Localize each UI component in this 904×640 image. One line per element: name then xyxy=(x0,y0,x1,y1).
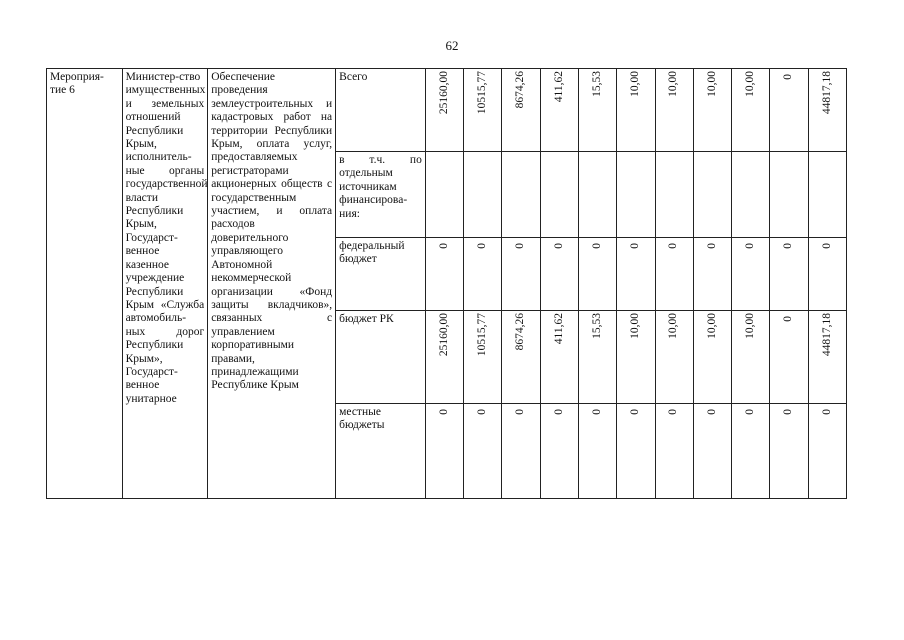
value-text: 0 xyxy=(476,243,489,249)
value-cell xyxy=(540,311,578,404)
value-cell xyxy=(808,238,846,311)
value-cell xyxy=(655,311,693,404)
value-cell xyxy=(655,238,693,311)
executor-cell: Министер-ство имущественных и земельных отношений Республики Крым, исполнитель-ные органы государственной власти Республики Крым, Государст-венное казенное учреждение Республики Крым «Служба автомобиль-ных дорог Республики Крым», Государст-венное унитарное xyxy=(122,69,208,499)
value-text: 0 xyxy=(629,409,642,415)
value-cell xyxy=(502,311,540,404)
value-text: 0 xyxy=(705,243,718,249)
value-text: 0 xyxy=(705,409,718,415)
source-cell: в т.ч. по отдельным источникам финансирова-ния: xyxy=(336,152,426,238)
value-cell xyxy=(502,404,540,499)
value-text: 0 xyxy=(820,409,833,415)
value-text: 10,00 xyxy=(667,313,680,339)
value-text: 10,00 xyxy=(705,313,718,339)
value-cell xyxy=(732,152,770,238)
value-cell xyxy=(808,69,846,152)
value-text: 411,62 xyxy=(552,313,565,345)
value-text: 10,00 xyxy=(629,71,642,97)
event-cell: Мероприя-тие 6 xyxy=(47,69,123,499)
value-cell xyxy=(617,404,655,499)
value-text: 0 xyxy=(782,409,795,415)
value-cell xyxy=(578,238,616,311)
value-text: 25160,00 xyxy=(437,313,450,357)
value-text: 0 xyxy=(514,243,527,249)
value-text: 10,00 xyxy=(744,71,757,97)
value-cell xyxy=(693,152,731,238)
value-cell xyxy=(464,69,502,152)
value-text: 0 xyxy=(782,74,795,80)
value-text: 15,53 xyxy=(590,71,603,97)
value-cell xyxy=(464,152,502,238)
value-cell xyxy=(808,152,846,238)
value-text: 0 xyxy=(590,243,603,249)
value-cell xyxy=(617,69,655,152)
value-text: 10515,77 xyxy=(476,71,489,115)
value-cell xyxy=(540,404,578,499)
value-text: 0 xyxy=(590,409,603,415)
table-row xyxy=(47,69,847,152)
value-text: 10,00 xyxy=(744,313,757,339)
value-text: 44817,18 xyxy=(820,71,833,115)
value-text: 0 xyxy=(820,243,833,249)
value-text: 411,62 xyxy=(552,71,565,103)
value-text: 44817,18 xyxy=(820,313,833,357)
value-cell xyxy=(502,238,540,311)
value-text: 0 xyxy=(667,409,680,415)
value-text: 0 xyxy=(744,243,757,249)
value-cell xyxy=(540,69,578,152)
value-cell xyxy=(655,69,693,152)
value-cell xyxy=(578,404,616,499)
value-cell xyxy=(770,311,808,404)
value-text: 0 xyxy=(667,243,680,249)
value-text: 8674,26 xyxy=(514,71,527,109)
value-text: 15,53 xyxy=(590,313,603,339)
value-cell xyxy=(425,311,463,404)
value-cell xyxy=(808,404,846,499)
value-cell xyxy=(655,152,693,238)
funding-table xyxy=(46,68,847,499)
value-cell xyxy=(732,69,770,152)
description-cell: Обеспечение проведения землеустроительных и кадастровых работ на территории Республики Крым, оплата услуг, предоставляемых регистраторами акционерных обществ с государственным участием, и оплата расходов доверительного управляющего Автономной некоммерческой организации «Фонд защиты вкладчиков», связанных с управлением корпоративными правами, принадлежащими Республике Крым xyxy=(208,69,336,499)
value-cell xyxy=(540,238,578,311)
value-cell xyxy=(770,69,808,152)
value-cell xyxy=(770,404,808,499)
value-cell xyxy=(425,238,463,311)
value-cell xyxy=(502,69,540,152)
value-cell xyxy=(617,311,655,404)
source-cell: местные бюджеты xyxy=(336,404,426,499)
value-text: 0 xyxy=(629,243,642,249)
value-cell xyxy=(578,152,616,238)
source-cell: федеральный бюджет xyxy=(336,238,426,311)
value-text: 0 xyxy=(782,243,795,249)
value-cell xyxy=(693,311,731,404)
value-cell xyxy=(578,311,616,404)
value-text: 10515,77 xyxy=(476,313,489,357)
value-text: 0 xyxy=(437,243,450,249)
value-text: 8674,26 xyxy=(514,313,527,351)
value-text: 0 xyxy=(782,316,795,322)
value-cell xyxy=(464,311,502,404)
value-cell xyxy=(425,404,463,499)
page-number: 62 xyxy=(445,38,459,53)
value-text: 0 xyxy=(552,243,565,249)
value-text: 0 xyxy=(437,409,450,415)
value-text: 10,00 xyxy=(629,313,642,339)
value-cell xyxy=(732,404,770,499)
value-cell xyxy=(425,152,463,238)
value-cell xyxy=(732,311,770,404)
value-cell xyxy=(464,238,502,311)
value-cell xyxy=(425,69,463,152)
value-cell xyxy=(693,238,731,311)
value-cell xyxy=(617,238,655,311)
value-text: 10,00 xyxy=(667,71,680,97)
value-cell xyxy=(502,152,540,238)
value-cell xyxy=(693,404,731,499)
value-cell xyxy=(732,238,770,311)
value-cell xyxy=(578,69,616,152)
value-cell xyxy=(770,152,808,238)
value-cell xyxy=(808,311,846,404)
value-text: 10,00 xyxy=(705,71,718,97)
value-cell xyxy=(540,152,578,238)
value-cell xyxy=(464,404,502,499)
value-text: 0 xyxy=(552,409,565,415)
value-cell xyxy=(617,152,655,238)
value-cell xyxy=(693,69,731,152)
value-text: 0 xyxy=(476,409,489,415)
value-text: 0 xyxy=(744,409,757,415)
source-cell: бюджет РК xyxy=(336,311,426,404)
value-text: 0 xyxy=(514,409,527,415)
value-text: 25160,00 xyxy=(437,71,450,115)
value-cell xyxy=(655,404,693,499)
value-cell xyxy=(770,238,808,311)
source-cell: Всего xyxy=(336,69,426,152)
